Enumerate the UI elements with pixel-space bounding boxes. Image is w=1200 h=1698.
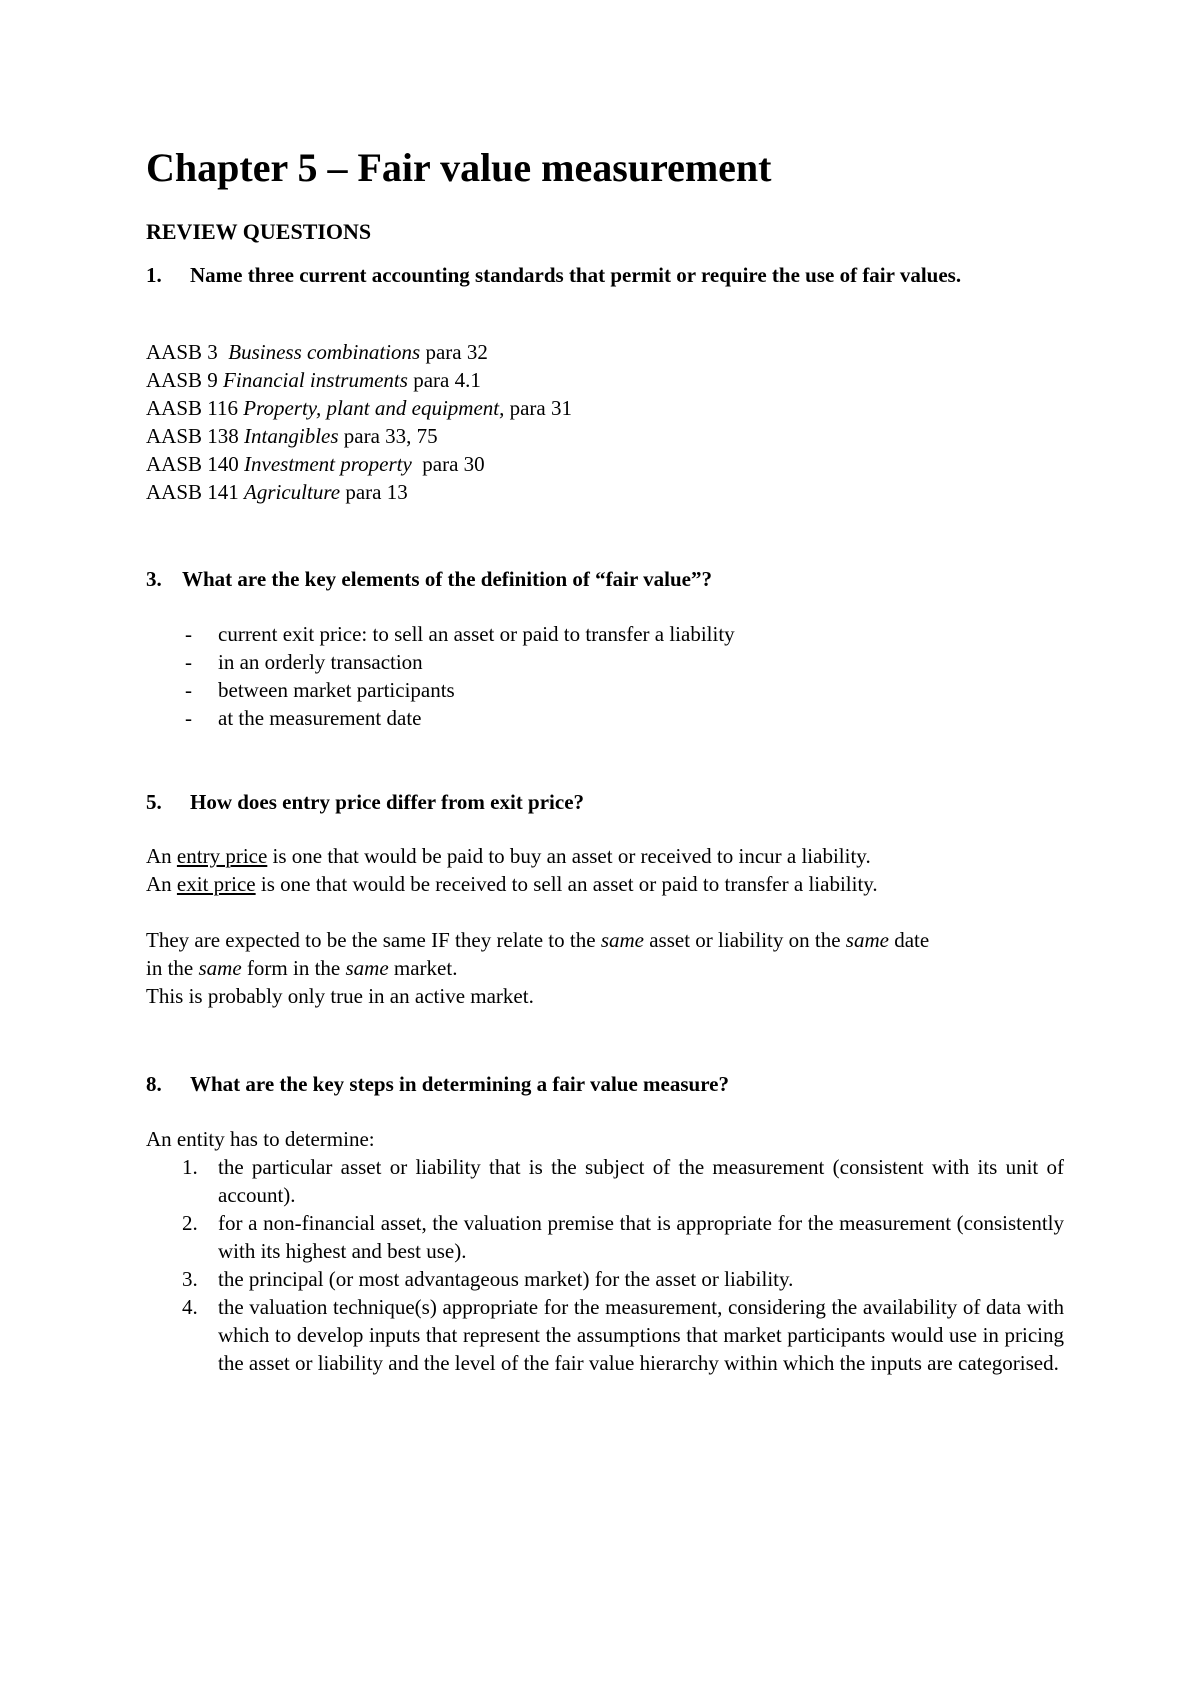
bullet-item: between market participants xyxy=(218,678,455,702)
question-1-text: Name three current accounting standards that permit or require the use of fair values. xyxy=(190,263,962,287)
section-heading: REVIEW QUESTIONS xyxy=(146,219,372,244)
step-item: 1. the particular asset or liability that is the subject of the measurement (consistent with its unit of account). xyxy=(182,1155,1064,1207)
step-item: 3. the principal (or most advantageous market) for the asset or liability. xyxy=(182,1267,794,1291)
question-8-number: 8. xyxy=(146,1072,162,1096)
chapter-title: Chapter 5 – Fair value measurement xyxy=(146,145,772,190)
answer-line: AASB 116 Property, plant and equipment, para 31 xyxy=(146,396,572,420)
exit-price-definition: An exit price is one that would be received to sell an asset or paid to transfer a liability. xyxy=(146,872,878,896)
question-8-text: What are the key steps in determining a fair value measure? xyxy=(190,1072,729,1096)
bullet-marker: - xyxy=(185,678,192,702)
answer-line: AASB 9 Financial instruments para 4.1 xyxy=(146,368,481,392)
same-market-paragraph: They are expected to be the same IF they relate to the same asset or liability on the same date in the same form in the same market. This is probably only true in an active market. xyxy=(146,926,1064,1010)
exit-price-term: exit price xyxy=(176,872,256,896)
question-1 xyxy=(146,261,1064,317)
entry-price-term: entry price xyxy=(176,844,268,868)
question-5-number: 5. xyxy=(146,790,162,814)
question-8 xyxy=(146,1070,1064,1098)
answer-line: AASB 141 Agriculture para 13 xyxy=(146,480,408,504)
question-3-text: What are the key elements of the definition of “fair value”? xyxy=(182,567,712,591)
question-3 xyxy=(146,565,1064,593)
bullet-marker: - xyxy=(185,622,192,646)
question-5-text: How does entry price differ from exit price? xyxy=(190,790,585,814)
q8-intro: An entity has to determine: xyxy=(146,1127,375,1151)
bullet-item: at the measurement date xyxy=(218,706,422,730)
question-5 xyxy=(146,788,1064,816)
bullet-marker: - xyxy=(185,706,192,730)
bullet-item: current exit price: to sell an asset or paid to transfer a liability xyxy=(218,622,735,646)
bullet-marker: - xyxy=(185,650,192,674)
answer-line: AASB 3 Business combinations para 32 xyxy=(146,340,488,364)
q1-answer-list xyxy=(146,338,1064,506)
answer-line: AASB 138 Intangibles para 33, 75 xyxy=(146,424,438,448)
question-3-number: 3. xyxy=(146,567,162,591)
question-1-number: 1. xyxy=(146,263,162,287)
entry-price-definition: An entry price is one that would be paid to buy an asset or received to incur a liability. xyxy=(146,844,871,868)
step-item: 4. the valuation technique(s) appropriate for the measurement, considering the availability of data with which to develop inputs that represent the assumptions that market participants would use in pricing the asset or liability and the level of the fair value hierarchy within which the inputs are categorised. xyxy=(182,1295,1064,1375)
bullet-item: in an orderly transaction xyxy=(218,650,423,674)
step-item: 2. for a non-financial asset, the valuation premise that is appropriate for the measurement (consistently with its highest and best use). xyxy=(182,1211,1064,1263)
active-market-note: This is probably only true in an active market. xyxy=(146,984,534,1008)
answer-line: AASB 140 Investment property para 30 xyxy=(146,452,485,476)
